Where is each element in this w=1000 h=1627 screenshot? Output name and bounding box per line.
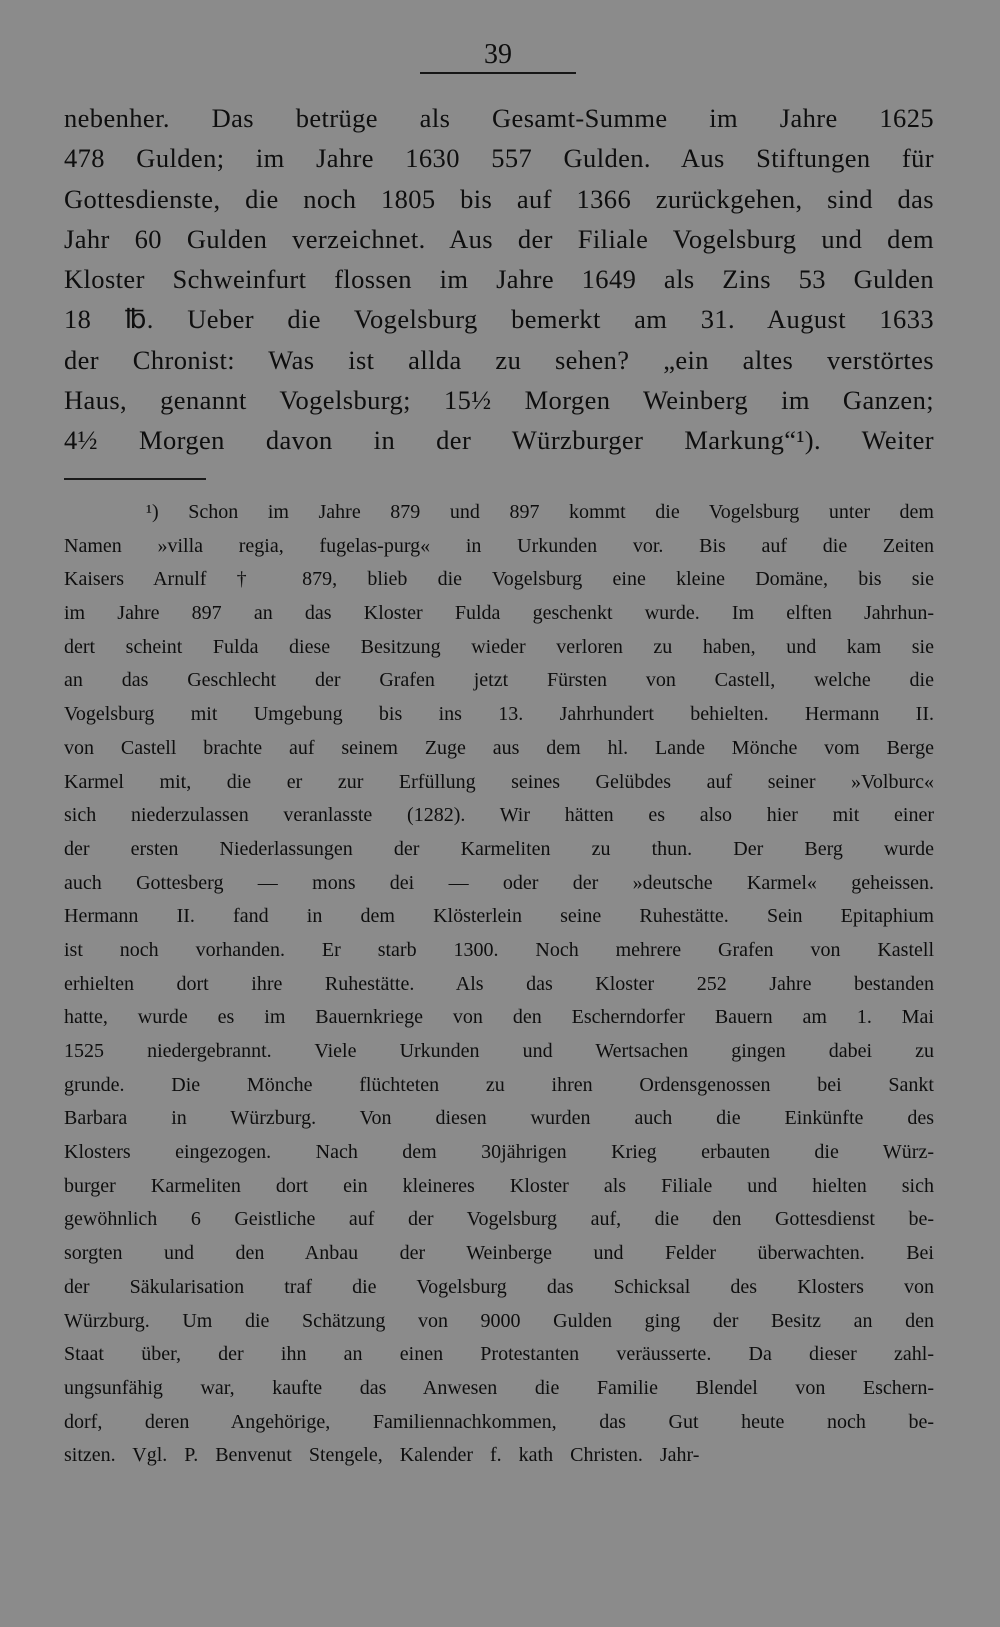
footnote-line: 1525 niedergebrannt. Viele Urkunden und Wertsachen gingen dabei zu (64, 1040, 934, 1062)
body-line: Jahr 60 Gulden verzeichnet. Aus der Filiale Vogelsburg und dem (64, 223, 934, 254)
footnote-line: ¹) Schon im Jahre 879 und 897 kommt die Vogelsburg unter dem (146, 501, 934, 523)
body-line: 18 ℔. Ueber die Vogelsburg bemerkt am 31. August 1633 (64, 304, 934, 335)
footnote-line: Namen »villa regia, fugelas-purg« in Urkunden vor. Bis auf die Zeiten (64, 534, 934, 557)
footnote-line: dert scheint Fulda diese Besitzung wieder verloren zu haben, und kam sie (64, 635, 934, 658)
footnote-line: Klosters eingezogen. Nach dem 30jährigen Krieg erbauten die Würz- (64, 1141, 934, 1164)
footnote-line: im Jahre 897 an das Kloster Fulda geschenkt wurde. Im elften Jahrhun- (64, 602, 934, 625)
body-line: 4½ Morgen davon in der Würzburger Markung“¹). Weiter (64, 425, 934, 456)
body-line: 478 Gulden; im Jahre 1630 557 Gulden. Aus Stiftungen für (64, 143, 934, 174)
footnote-line: dorf, deren Angehörige, Familiennachkommen, das Gut heute noch be- (64, 1410, 934, 1433)
footnote-separator (64, 478, 206, 480)
footnote-line: Hermann II. fand in dem Klösterlein seine Ruhestätte. Sein Epitaphium (64, 905, 934, 928)
footnote-line: sich niederzulassen veranlasste (1282). Wir hätten es also hier mit einer (64, 804, 934, 827)
footnote-line: Vogelsburg mit Umgebung bis ins 13. Jahrhundert behielten. Hermann II. (64, 703, 934, 726)
footnote-line: von Castell brachte auf seinem Zuge aus dem hl. Lande Mönche vom Berge (64, 736, 934, 759)
body-line: nebenher. Das betrüge als Gesamt-Summe im Jahre 1625 (64, 103, 934, 133)
footnote-line: hatte, wurde es im Bauernkriege von den Escherndorfer Bauern am 1. Mai (64, 1006, 934, 1029)
footnote-line: erhielten dort ihre Ruhestätte. Als das Kloster 252 Jahre bestanden (64, 972, 934, 995)
footnote-line: Kaisers Arnulf † 879, blieb die Vogelsburg eine kleine Domäne, bis sie (64, 568, 934, 591)
footnote-line: auch Gottesberg — mons dei — oder der »deutsche Karmel« geheissen. (64, 871, 934, 894)
footnote-line: ist noch vorhanden. Er starb 1300. Noch mehrere Grafen von Kastell (64, 938, 934, 961)
body-line: Haus, genannt Vogelsburg; 15½ Morgen Weinberg im Ganzen; (64, 385, 934, 416)
footnote-line: Würzburg. Um die Schätzung von 9000 Gulden ging der Besitz an den (64, 1309, 934, 1332)
page-number: 39 (484, 39, 512, 70)
footnote-line: grunde. Die Mönche flüchteten zu ihren Ordensgenossen bei Sankt (64, 1073, 934, 1096)
footnote-line: sitzen. Vgl. P. Benvenut Stengele, Kalender f. kath Christen. Jahr- (64, 1444, 700, 1467)
body-line: der Chronist: Was ist allda zu sehen? „ein altes verstörtes (64, 344, 934, 375)
footnote-line: burger Karmeliten dort ein kleineres Kloster als Filiale und hielten sich (64, 1174, 934, 1197)
footnote-line: ungsunfähig war, kaufte das Anwesen die Familie Blendel von Eschern- (64, 1376, 934, 1399)
footnote-line: Karmel mit, die er zur Erfüllung seines Gelübdes auf seiner »Volburc« (64, 770, 934, 793)
body-text (64, 98, 934, 461)
footnote-line: sorgten und den Anbau der Weinberge und Felder überwachten. Bei (64, 1242, 934, 1265)
page-number-underline (420, 72, 576, 74)
footnote-line: gewöhnlich 6 Geistliche auf der Vogelsburg auf, die den Gottesdienst be- (64, 1208, 934, 1231)
footnote-line: an das Geschlecht der Grafen jetzt Fürsten von Castell, welche die (64, 669, 934, 692)
footnote-line: der ersten Niederlassungen der Karmeliten zu thun. Der Berg wurde (64, 837, 934, 860)
footnote-line: Barbara in Würzburg. Von diesen wurden auch die Einkünfte des (64, 1107, 934, 1130)
footnote-line: Staat über, der ihn an einen Protestanten veräusserte. Da dieser zahl- (64, 1343, 934, 1366)
footnote (64, 496, 934, 1473)
body-line: Kloster Schweinfurt flossen im Jahre 1649 als Zins 53 Gulden (64, 264, 934, 295)
body-line: Gottesdienste, die noch 1805 bis auf 1366 zurückgehen, sind das (64, 183, 934, 214)
footnote-line: der Säkularisation traf die Vogelsburg das Schicksal des Klosters von (64, 1275, 934, 1298)
